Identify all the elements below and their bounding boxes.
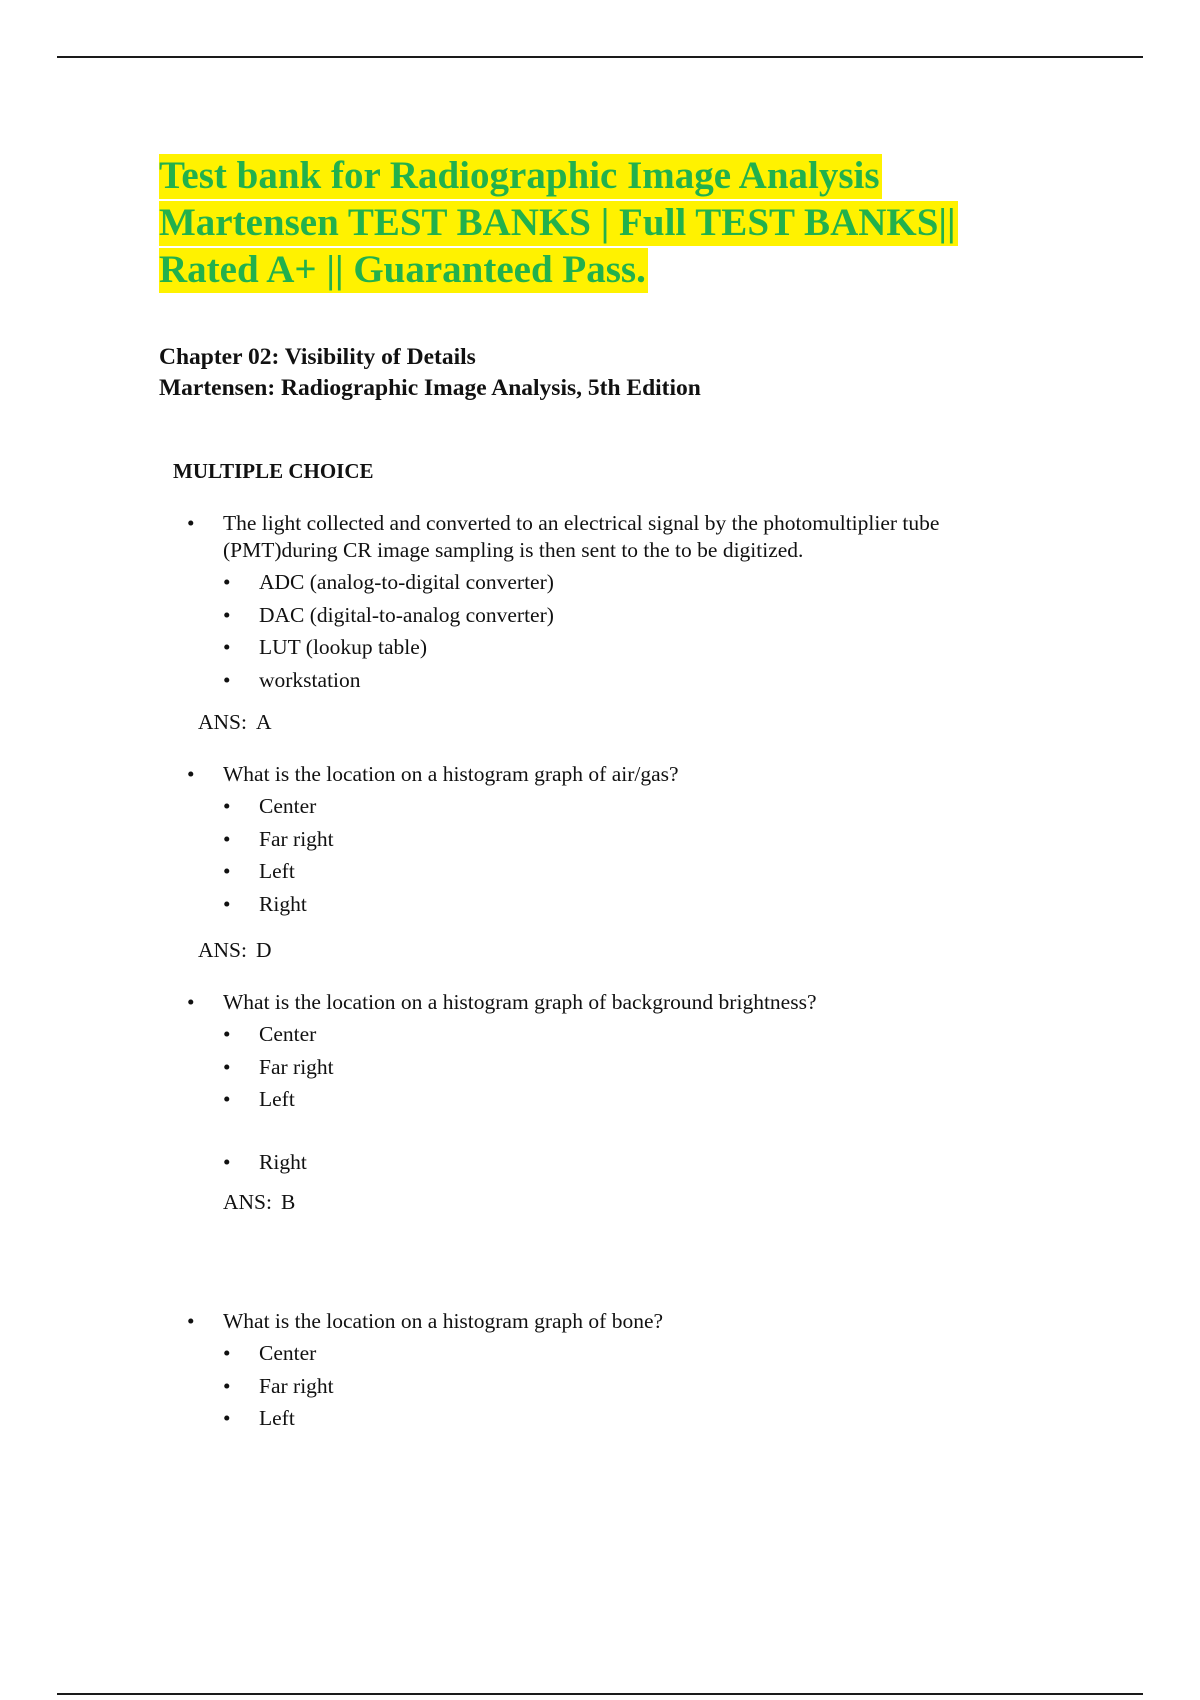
- book-title: Martensen: Radiographic Image Analysis, 5th Edition: [159, 375, 701, 401]
- bullet-icon: •: [223, 826, 231, 851]
- answer-option: [184, 888, 1064, 921]
- answer-option: [184, 1051, 1064, 1084]
- chapter-heading: [159, 342, 701, 404]
- answer-option: [184, 1402, 1064, 1435]
- bullet-icon: •: [223, 570, 231, 594]
- option-text: Right: [259, 1149, 307, 1174]
- bullet-icon: •: [187, 1309, 195, 1333]
- question-stem-line: What is the location on a histogram graph of air/gas?: [223, 762, 679, 786]
- option-text: Center: [259, 794, 317, 818]
- answer-key-1: [198, 709, 272, 735]
- bullet-icon: •: [187, 990, 195, 1014]
- answer-value: A: [255, 710, 272, 734]
- option-text: Left: [259, 859, 295, 883]
- option-text: Far right: [259, 1373, 334, 1398]
- header-rule: [57, 56, 1143, 58]
- bullet-icon: •: [223, 1373, 231, 1398]
- answer-options: [184, 1337, 1064, 1435]
- question-2: [184, 761, 1064, 920]
- question-stem-line: The light collected and converted to an electrical signal by the photomultiplier tube: [223, 511, 940, 535]
- question-3: [184, 989, 1064, 1178]
- document-title: [159, 152, 1059, 293]
- title-line-2: Martensen TEST BANKS | Full TEST BANKS||: [159, 201, 956, 244]
- option-text: Far right: [259, 826, 334, 851]
- option-text: LUT (lookup table): [259, 635, 427, 659]
- answer-options: [184, 1018, 1064, 1178]
- bullet-icon: •: [223, 1022, 231, 1046]
- bullet-icon: •: [223, 635, 231, 659]
- answer-key-3: [223, 1189, 295, 1215]
- answer-key-2: [198, 937, 272, 963]
- option-text: Right: [259, 891, 307, 916]
- option-text: Far right: [259, 1054, 334, 1079]
- option-text: ADC (analog-to-digital converter): [259, 570, 554, 594]
- bullet-icon: •: [223, 1149, 231, 1174]
- bullet-icon: •: [223, 794, 231, 818]
- question-stem-line: What is the location on a histogram graph of bone?: [223, 1309, 664, 1333]
- answer-option: [184, 1337, 1064, 1370]
- answer-option: [184, 1370, 1064, 1403]
- bullet-icon: •: [223, 1406, 231, 1430]
- answer-options: [184, 790, 1064, 920]
- question-stem-line: (PMT)during CR image sampling is then sent to the to be digitized.: [223, 538, 804, 562]
- question-1: [184, 510, 1064, 696]
- bullet-icon: •: [187, 762, 195, 786]
- answer-label: ANS:: [198, 710, 247, 734]
- answer-option: [184, 823, 1064, 856]
- option-text: Left: [259, 1406, 295, 1430]
- answer-option: [184, 1018, 1064, 1051]
- answer-option: [184, 599, 1064, 632]
- answer-label: ANS:: [223, 1190, 272, 1214]
- bullet-icon: •: [223, 891, 231, 916]
- bullet-icon: •: [223, 602, 231, 627]
- question-stem: [184, 761, 1064, 788]
- bullet-icon: •: [223, 859, 231, 883]
- bullet-icon: •: [187, 511, 195, 535]
- answer-value: D: [255, 938, 272, 962]
- question-stem-line: What is the location on a histogram graph of background brightness?: [223, 990, 817, 1014]
- option-text: Left: [259, 1087, 295, 1111]
- bullet-icon: •: [223, 667, 231, 692]
- footer-rule: [57, 1693, 1143, 1695]
- question-4: [184, 1308, 1064, 1435]
- question-stem: [184, 989, 1064, 1016]
- answer-option: [184, 790, 1064, 823]
- answer-option: [184, 631, 1064, 664]
- answer-options: [184, 566, 1064, 696]
- answer-option: [184, 566, 1064, 599]
- chapter-title: Chapter 02: Visibility of Details: [159, 344, 476, 370]
- title-line-1: Test bank for Radiographic Image Analysis: [159, 154, 880, 197]
- option-text: Center: [259, 1341, 317, 1365]
- answer-label: ANS:: [198, 938, 247, 962]
- section-heading: MULTIPLE CHOICE: [173, 459, 374, 483]
- answer-option: [184, 855, 1064, 888]
- answer-value: B: [280, 1190, 296, 1214]
- answer-option: [184, 664, 1064, 697]
- option-text: workstation: [259, 667, 361, 692]
- bullet-icon: •: [223, 1054, 231, 1079]
- question-stem: [184, 1308, 1064, 1335]
- question-stem: [184, 510, 1064, 564]
- title-line-3: Rated A+ || Guaranteed Pass.: [159, 248, 646, 291]
- bullet-icon: •: [223, 1341, 231, 1365]
- answer-option: [184, 1146, 1064, 1179]
- answer-option: [184, 1083, 1064, 1116]
- option-text: DAC (digital-to-analog converter): [259, 602, 554, 627]
- bullet-icon: •: [223, 1087, 231, 1111]
- option-text: Center: [259, 1022, 317, 1046]
